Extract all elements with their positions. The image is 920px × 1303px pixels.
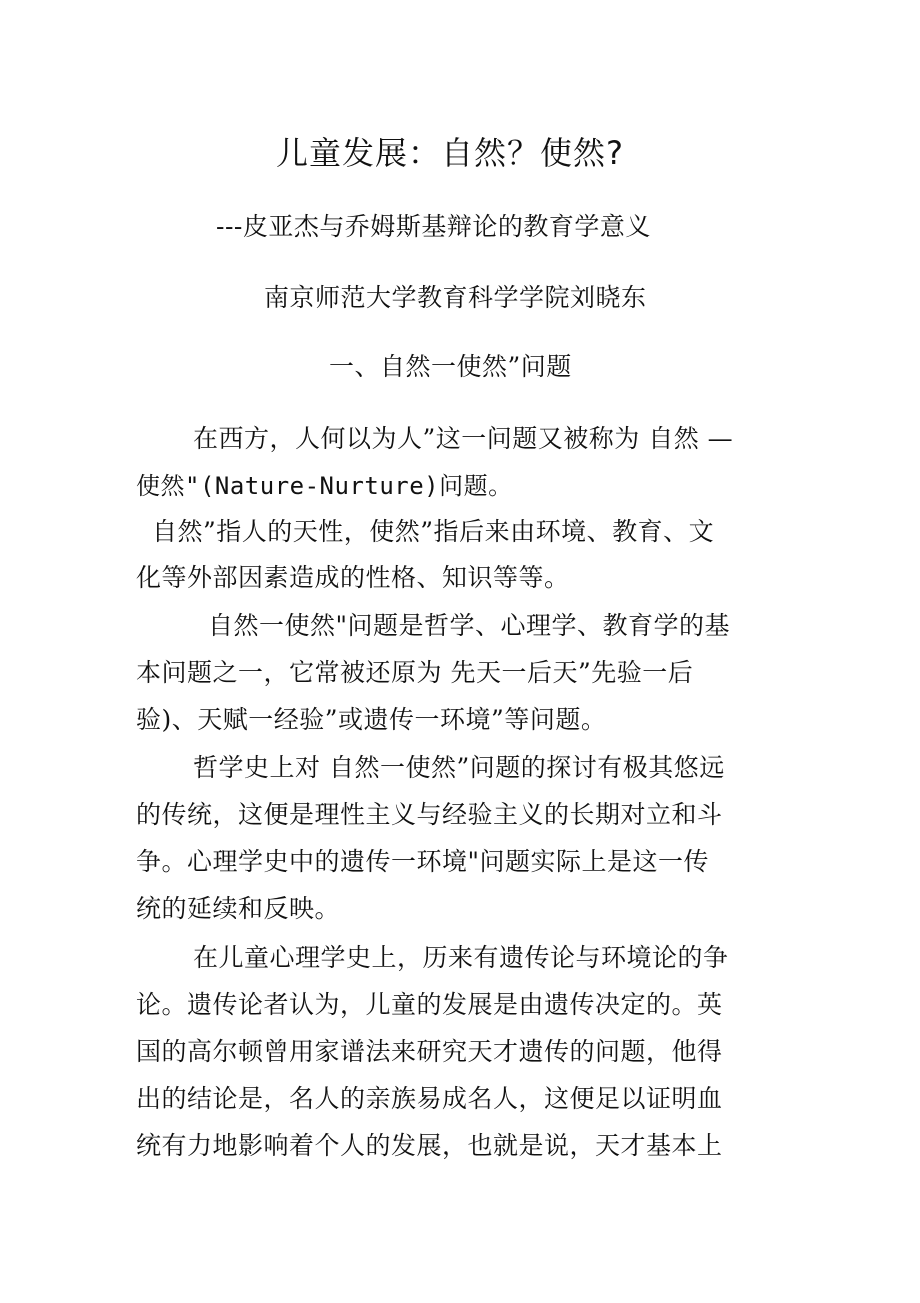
- document-subtitle: ---皮亚杰与乔姆斯基辩论的教育学意义: [216, 212, 651, 241]
- paragraph-line: 验)、天赋一经验”或遗传一环境”等问题。: [136, 705, 607, 734]
- paragraph-line: 自然一使然"问题是哲学、心理学、教育学的基: [208, 611, 731, 640]
- paragraph-line: 本问题之一，它常被还原为 先天一后天”先验一后: [136, 658, 694, 687]
- paragraph-line: 哲学史上对 自然一使然”问题的探讨有极其悠远: [193, 753, 725, 782]
- author-line: 南京师范大学教育科学学院刘晓东: [264, 283, 647, 312]
- paragraph-line: 在西方，人何以为人”这一问题又被称为 自然 —: [193, 424, 734, 453]
- paragraph-line: 出的结论是，名人的亲族易成名人，这便足以证明血: [136, 1084, 723, 1113]
- paragraph-line: 统有力地影响着个人的发展，也就是说，天才基本上: [136, 1131, 723, 1160]
- paragraph-line: 争。心理学史中的遗传一环境"问题实际上是这一传: [136, 847, 710, 876]
- paragraph-line: 论。遗传论者认为，儿童的发展是由遗传决定的。英: [136, 990, 723, 1019]
- section-heading: 一、自然一使然”问题: [329, 352, 572, 381]
- paragraph-line: 国的高尔顿曾用家谱法来研究天才遗传的问题，他得: [136, 1037, 723, 1066]
- document-title: 儿童发展：自然？使然?: [276, 134, 624, 172]
- paragraph-line: 化等外部因素造成的性格、知识等等。: [136, 563, 570, 592]
- paragraph-line: 在儿童心理学史上，历来有遗传论与环境论的争: [193, 943, 729, 972]
- paragraph-line: 自然”指人的天性，使然”指后来由环境、教育、文: [152, 517, 715, 546]
- paragraph-line: 的传统，这便是理性主义与经验主义的长期对立和斗: [136, 800, 723, 829]
- paragraph-line: 使然"(Nature-Nurture)问题。: [136, 472, 513, 500]
- paragraph-line: 统的延续和反映。: [136, 894, 341, 923]
